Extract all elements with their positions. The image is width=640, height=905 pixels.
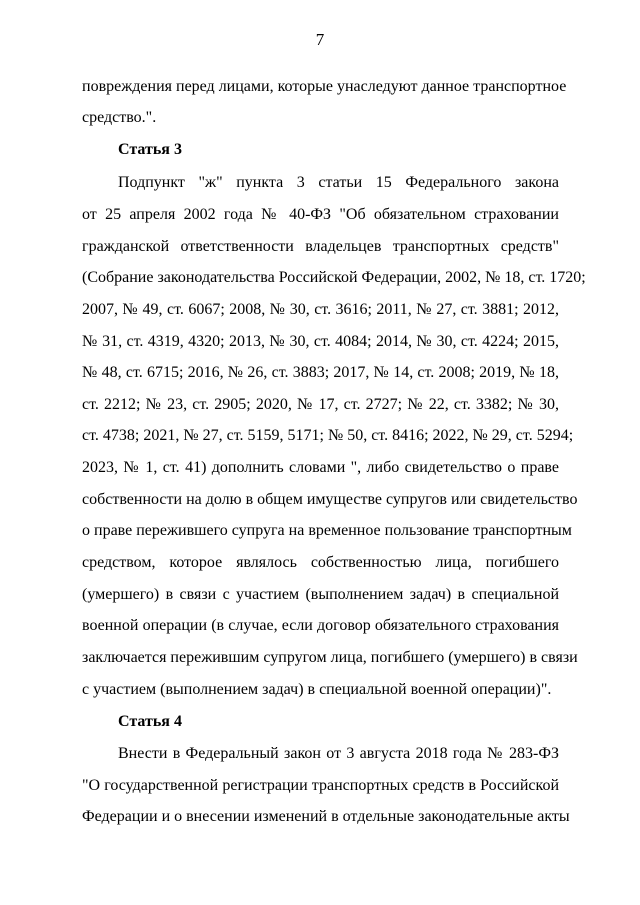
text-line: Подпункт "ж" пункта 3 статьи 15 Федерального закона	[118, 174, 559, 191]
article-heading: Статья 3	[118, 141, 182, 158]
text-line: № 31, ст. 4319, 4320; 2013, № 30, ст. 4084; 2014, № 30, ст. 4224; 2015,	[82, 333, 559, 350]
text-line: ст. 2212; № 23, ст. 2905; 2020, № 17, ст. 2727; № 22, ст. 3382; № 30,	[82, 396, 559, 413]
text-line: 2023, № 1, ст. 41) дополнить словами ", либо свидетельство о праве	[82, 459, 559, 476]
text-line: (умершего) в связи с участием (выполнением задач) в специальной	[82, 586, 559, 603]
text-line: гражданской ответственности владельцев транспортных средств"	[82, 238, 559, 255]
text-line: Федерации и о внесении изменений в отдельные законодательные акты	[82, 808, 570, 825]
text-line: от 25 апреля 2002 года № 40-ФЗ "Об обязательном страховании	[82, 206, 559, 223]
text-line: собственности на долю в общем имуществе супругов или свидетельство	[82, 491, 578, 508]
text-line: ст. 4738; 2021, № 27, ст. 5159, 5171; № 50, ст. 8416; 2022, № 29, ст. 5294;	[82, 427, 574, 444]
text-line: 2007, № 49, ст. 6067; 2008, № 30, ст. 3616; 2011, № 27, ст. 3881; 2012,	[82, 301, 559, 318]
text-line: Внести в Федеральный закон от 3 августа 2018 года № 283-ФЗ	[118, 745, 559, 762]
text-line: о праве пережившего супруга на временное пользование транспортным	[82, 522, 572, 539]
page-number: 7	[315, 30, 325, 49]
article-heading: Статья 4	[118, 713, 182, 730]
text-line: средство.".	[82, 109, 157, 126]
text-line: заключается пережившим супругом лица, погибшего (умершего) в связи	[82, 649, 578, 666]
text-line: средством, которое являлось собственностью лица, погибшего	[82, 554, 559, 571]
text-line: (Собрание законодательства Российской Федерации, 2002, № 18, ст. 1720;	[82, 269, 586, 286]
text-line: повреждения перед лицами, которые унаследуют данное транспортное	[82, 78, 567, 95]
text-line: № 48, ст. 6715; 2016, № 26, ст. 3883; 2017, № 14, ст. 2008; 2019, № 18,	[82, 364, 559, 381]
text-line: "О государственной регистрации транспортных средств в Российской	[82, 777, 559, 794]
text-line: с участием (выполнением задач) в специальной военной операции)".	[82, 681, 552, 698]
text-line: военной операции (в случае, если договор обязательного страхования	[82, 617, 559, 634]
